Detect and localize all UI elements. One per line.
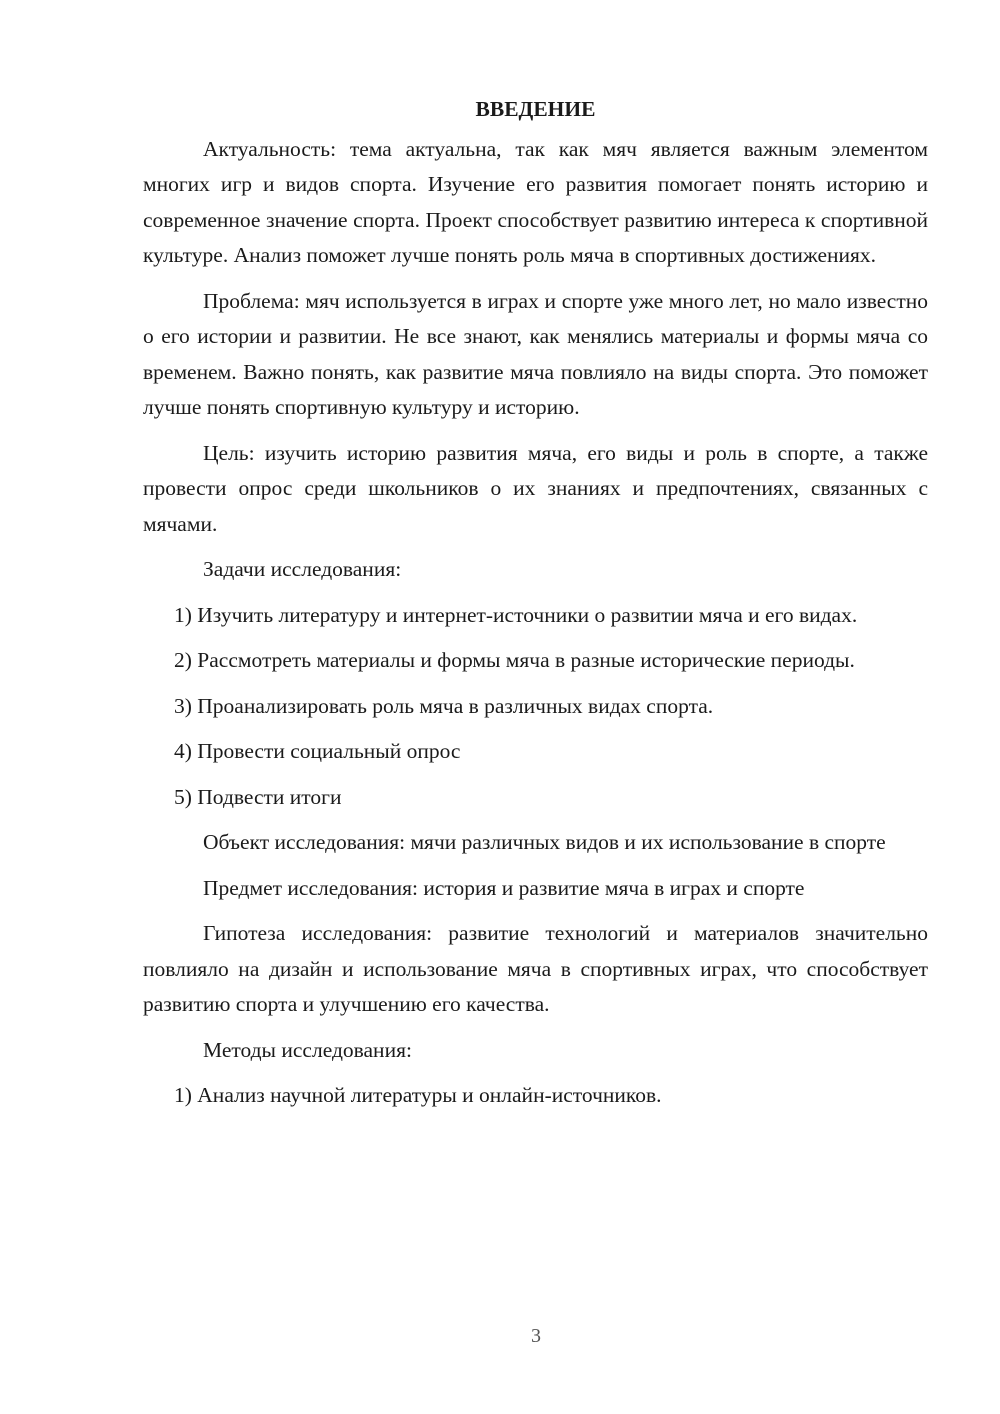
paragraph-object: Объект исследования: мячи различных видов и их использование в спорте — [203, 830, 886, 854]
list-item-task-3: 3) Проанализировать роль мяча в различных видах спорта. — [174, 693, 714, 718]
list-item-task-5: 5) Подвести итоги — [174, 784, 342, 809]
paragraph-goal: Цель: изучить историю развития мяча, его виды и роль в спорте, а также провести опрос среди школьников о их знаниях и предпочтениях, связанных с мячами. — [143, 440, 928, 536]
list-item-task-1: 1) Изучить литературу и интернет-источники о развитии мяча и его видах. — [174, 602, 858, 627]
section-title: ВВЕДЕНИЕ — [475, 97, 596, 121]
paragraph-problem: Проблема: мяч используется в играх и спорте уже много лет, но мало известно о его истории и развитии. Не все знают, как менялись материалы и формы мяча со временем. Важно понять, как развитие мяча повлияло на виды спорта. Это поможет лучше понять спортивную культуру и историю. — [143, 288, 928, 419]
list-item-task-2: 2) Рассмотреть материалы и формы мяча в разные исторические периоды. — [174, 648, 855, 672]
paragraph-methods-heading: Методы исследования: — [203, 1037, 412, 1062]
list-item-task-4: 4) Провести социальный опрос — [174, 739, 461, 763]
paragraph-relevance: Актуальность: тема актуальна, так как мяч является важным элементом многих игр и видов спорта. Изучение его развития помогает понять историю и современное значение спорта. Проект способствует развитию интереса к спортивной культуре. Анализ поможет лучше понять роль мяча в спортивных достижениях. — [143, 136, 928, 267]
paragraph-subject: Предмет исследования: история и развитие мяча в играх и спорте — [203, 875, 805, 900]
page-number: 3 — [531, 1325, 541, 1347]
document-page — [143, 92, 928, 1124]
list-item-method-1: 1) Анализ научной литературы и онлайн-источников. — [174, 1083, 662, 1107]
paragraph-tasks-heading: Задачи исследования: — [203, 557, 402, 581]
paragraph-hypothesis: Гипотеза исследования: развитие технологий и материалов значительно повлияло на дизайн и использование мяча в спортивных играх, что способствует развитию спорта и улучшению его качества. — [143, 921, 928, 1016]
